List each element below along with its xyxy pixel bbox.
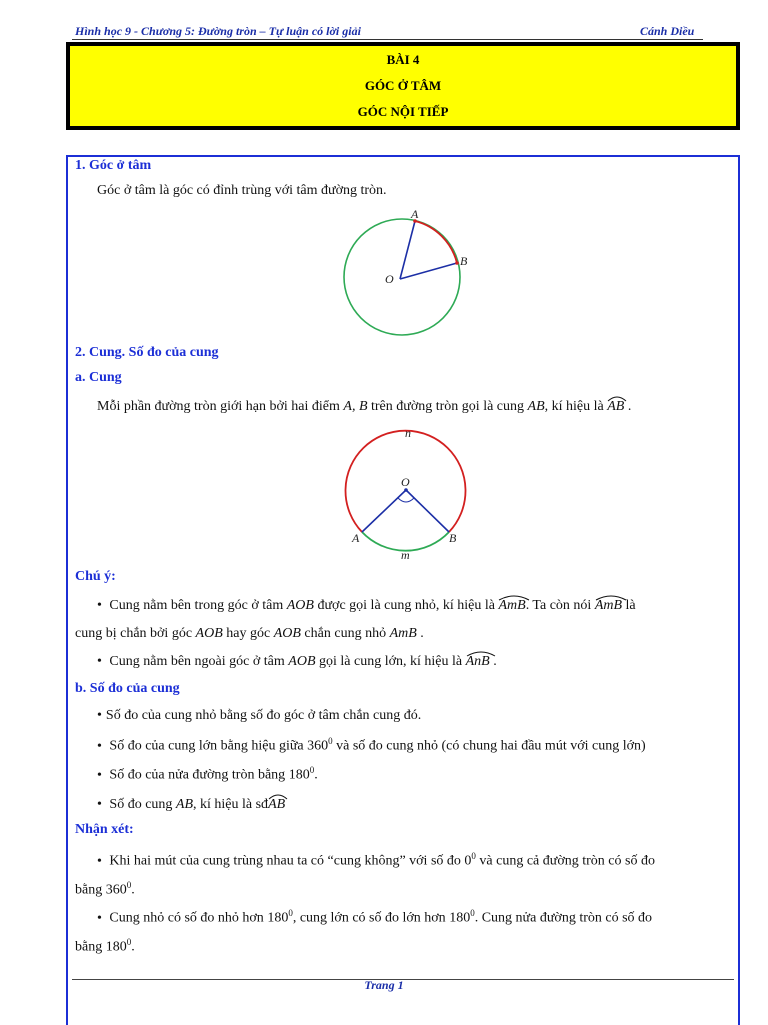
header-right: Cánh Diều xyxy=(640,24,695,38)
arc-symbol-ab: AB xyxy=(607,399,625,414)
arc-ab-red xyxy=(415,221,457,263)
remark-2-line-1: • Cung nhỏ có số đo nhỏ hơn $180^0$, cung lớn có số đo lớn hơn $180^0$. Cung nửa đường tròn có số đo xyxy=(97,908,652,927)
section2-heading: 2. Cung. Số đo của cung xyxy=(75,345,219,360)
header-divider xyxy=(72,39,703,40)
lesson-title-2: GÓC NỘI TIẾP xyxy=(357,104,449,119)
label-a-2: A xyxy=(352,531,360,545)
arc-definition: Mỗi phần đường tròn giới hạn bởi hai điểm A, B trên đường tròn gọi là cung AB, kí hiệu là AB . xyxy=(97,399,632,414)
title-box xyxy=(66,42,740,130)
angle-mark xyxy=(398,498,414,502)
label-b-2: B xyxy=(449,531,457,545)
radius-ob xyxy=(400,263,457,279)
remark-1-line-1: • Khi hai mút của cung trùng nhau ta có “cung không” với số đo $0^0$ và cung cả đường tròn có số đo xyxy=(97,851,655,870)
subsection-b-heading: b. Số đo của cung xyxy=(75,681,180,696)
note-1-line-1: • Cung nằm bên trong góc ở tâm AOB được gọi là cung nhỏ, kí hiệu là AmB. Ta còn nói AmB là xyxy=(97,598,636,614)
remark-heading: Nhận xét: xyxy=(75,822,134,837)
page-number: Trang 1 xyxy=(364,978,404,992)
point-b xyxy=(455,261,459,265)
radius-oa-2 xyxy=(362,490,406,532)
measure-4: • Số đo cung AB, kí hiệu là sđ AB xyxy=(97,797,285,813)
measure-3: • Số đo của nửa đường tròn bằng $180^0$. xyxy=(97,765,318,784)
measure-1: • Số đo của cung nhỏ bằng số đo góc ở tâm chắn cung đó. xyxy=(97,708,421,724)
header-left: Hình học 9 - Chương 5: Đường tròn – Tự luận có lời giải xyxy=(75,24,361,38)
remark-2-line-2: bằng $180^0$. xyxy=(75,937,135,955)
note-1-line-2: cung bị chắn bởi góc AOB hay góc AOB chắn cung nhỏ AmB . xyxy=(75,626,424,641)
label-b: B xyxy=(460,254,468,268)
arc-figure xyxy=(340,422,480,562)
section1-definition: Góc ở tâm là góc có đỉnh trùng với tâm đường tròn. xyxy=(97,183,387,198)
measure-2: • Số đo của cung lớn bằng hiệu giữa $360^0$ và số đo cung nhỏ (có chung hai đầu mút với cung lớn) xyxy=(97,736,646,755)
remark-1-line-2: bằng $360^0$. xyxy=(75,880,135,898)
label-o-2: O xyxy=(401,475,410,489)
note-2: • Cung nằm bên ngoài góc ở tâm AOB gọi là cung lớn, kí hiệu là AnB . xyxy=(97,654,497,670)
lesson-title-1: GÓC Ở TÂM xyxy=(364,78,442,93)
label-o: O xyxy=(385,272,394,286)
subsection-a-heading: a. Cung xyxy=(75,370,122,385)
radius-oa xyxy=(400,221,415,279)
radius-ob-2 xyxy=(406,490,449,532)
note-heading: Chú ý: xyxy=(75,569,116,584)
label-n: n xyxy=(405,426,411,440)
label-m: m xyxy=(401,548,410,562)
central-angle-figure xyxy=(330,205,480,340)
lesson-number: BÀI 4 xyxy=(386,52,420,67)
section1-heading: 1. Góc ở tâm xyxy=(75,158,152,173)
label-a: A xyxy=(411,207,419,221)
